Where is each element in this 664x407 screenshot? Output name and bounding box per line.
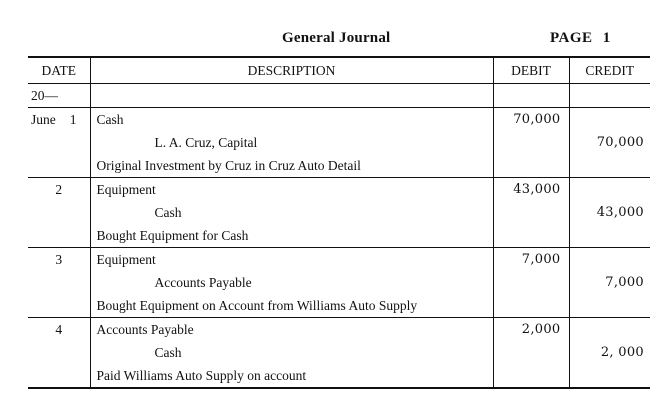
debit-amount: 7,000 <box>493 248 569 272</box>
empty-cell <box>569 364 650 388</box>
empty-cell <box>28 341 90 364</box>
year-cell: 20— <box>28 84 90 108</box>
debit-account: Accounts Payable <box>90 318 493 342</box>
date-cell <box>28 108 90 132</box>
empty-cell <box>493 201 569 224</box>
table-row <box>28 248 650 272</box>
credit-amount: 2, 000 <box>569 341 650 364</box>
entry-month: June <box>31 111 56 127</box>
empty-cell <box>493 84 569 108</box>
debit-account: Equipment <box>90 178 493 202</box>
empty-cell <box>569 248 650 272</box>
debit-amount: 70,000 <box>493 108 569 132</box>
credit-column-header: CREDIT <box>569 57 650 84</box>
journal-header <box>0 0 664 56</box>
empty-cell <box>493 131 569 154</box>
table-row <box>28 318 650 342</box>
table-row <box>28 178 650 202</box>
entry-explanation: Bought Equipment for Cash <box>90 224 493 248</box>
page-number-label: PAGE 1 <box>550 30 611 46</box>
empty-cell <box>569 154 650 178</box>
header-row <box>28 57 650 84</box>
entry-explanation: Paid Williams Auto Supply on account <box>90 364 493 388</box>
general-journal-table <box>28 56 650 389</box>
entry-day: 4 <box>55 321 63 337</box>
empty-cell <box>28 154 90 178</box>
empty-cell <box>569 318 650 342</box>
credit-account: Accounts Payable <box>90 271 493 294</box>
table-row <box>28 131 650 154</box>
empty-cell <box>493 224 569 248</box>
empty-cell <box>569 84 650 108</box>
year-row <box>28 84 650 108</box>
credit-account: Cash <box>90 201 493 224</box>
empty-cell <box>493 271 569 294</box>
entry-day: 2 <box>55 181 63 197</box>
empty-cell <box>28 201 90 224</box>
table-row <box>28 154 650 178</box>
empty-cell <box>569 224 650 248</box>
table-row <box>28 294 650 318</box>
empty-cell <box>569 178 650 202</box>
credit-account: L. A. Cruz, Capital <box>90 131 493 154</box>
journal-table-header <box>28 57 650 84</box>
table-row <box>28 224 650 248</box>
credit-account: Cash <box>90 341 493 364</box>
empty-cell <box>90 84 493 108</box>
empty-cell <box>28 271 90 294</box>
entry-explanation: Original Investment by Cruz in Cruz Auto Detail <box>90 154 493 178</box>
table-row <box>28 108 650 132</box>
credit-amount: 7,000 <box>569 271 650 294</box>
empty-cell <box>493 364 569 388</box>
empty-cell <box>493 341 569 364</box>
empty-cell <box>493 154 569 178</box>
table-row <box>28 364 650 388</box>
empty-cell <box>28 364 90 388</box>
debit-amount: 2,000 <box>493 318 569 342</box>
credit-amount: 70,000 <box>569 131 650 154</box>
entry-day: 1 <box>69 111 77 127</box>
entry-day: 3 <box>55 251 63 267</box>
debit-amount: 43,000 <box>493 178 569 202</box>
journal-entries <box>28 84 650 389</box>
debit-column-header: DEBIT <box>493 57 569 84</box>
debit-account: Cash <box>90 108 493 132</box>
table-row <box>28 201 650 224</box>
empty-cell <box>569 108 650 132</box>
table-row <box>28 271 650 294</box>
entry-explanation: Bought Equipment on Account from Williams Auto Supply <box>90 294 493 318</box>
date-column-header: DATE <box>28 57 90 84</box>
journal-title: General Journal <box>282 30 391 46</box>
empty-cell <box>569 294 650 318</box>
empty-cell <box>493 294 569 318</box>
description-column-header: DESCRIPTION <box>90 57 493 84</box>
empty-cell <box>28 131 90 154</box>
table-row <box>28 341 650 364</box>
credit-amount: 43,000 <box>569 201 650 224</box>
empty-cell <box>28 294 90 318</box>
empty-cell <box>28 224 90 248</box>
debit-account: Equipment <box>90 248 493 272</box>
